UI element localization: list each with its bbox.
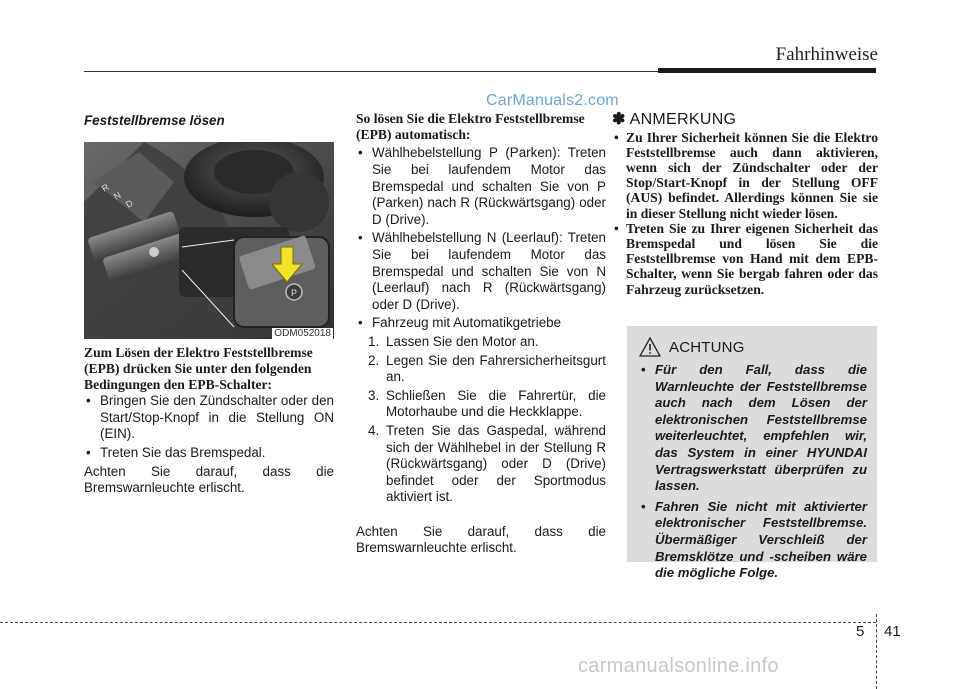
col1-bullet-2: • Treten Sie das Bremspedal. (84, 445, 334, 462)
col2-closing: Achten Sie darauf, dass die Bremswarnleuchte erlischt. (356, 523, 606, 556)
step-number: 2. (368, 352, 380, 368)
col1-closing: Achten Sie darauf, dass die Bremswarnleuchte erlischt. (84, 463, 334, 496)
col2-intro: So lösen Sie die Elektro Feststellbremse (EPB) automatisch: (356, 111, 585, 143)
note-bullet-2: • Treten Sie zu Ihrer eigenen Sicherheit das Bremspedal und lösen Sie die Feststellbremse von Hand mit dem EPB-Schalter, wenn Sie bergab fahren oder das Fahrzeug zurücksetzen. (612, 221, 878, 297)
note-title-text: ANMERKUNG (629, 111, 737, 128)
epb-switch-illustration (84, 142, 334, 339)
caution-bullet-2: • Fahren Sie nicht mit aktivierter elektronischer Feststellbremse. Übermäßiger Verschleiß der Bremsklötze und -scheiben wäre die mögliche Folge. (637, 499, 867, 582)
step-text: Lassen Sie den Motor an. (386, 333, 539, 349)
col2-bullet-1: • Wählhebelstellung P (Parken): Treten Sie bei laufendem Motor das Bremspedal und schalten Sie von P (Parken) nach R (Rückwärtsgang) oder D (Drive). (356, 145, 606, 228)
column-left (84, 110, 334, 497)
caution-title: ACHTUNG (669, 338, 745, 356)
epb-switch-photo (84, 142, 334, 339)
step-text: Schließen Sie die Fahrertür, die Motorhaube und die Heckklappe. (386, 387, 606, 420)
watermark-link-bottom[interactable]: carmanualsonline.info (578, 655, 779, 677)
caution-bullet-1: • Für den Fall, dass die Warnleuchte der Feststellbremse auch nach dem Lösen der elektronischen Feststellbremse weiterleuchtet, empfehlen wir, das System in einer HYUNDAI Vertragswerkstatt überprüfen zu lassen. (637, 362, 867, 495)
step-number: 3. (368, 387, 380, 403)
step-item-3 (356, 388, 606, 421)
page-number: 41 (884, 623, 901, 640)
note-title (612, 112, 878, 129)
svg-text:P: P (291, 287, 298, 298)
footer-dashed-rule (0, 622, 876, 623)
footer-vertical-rule (876, 614, 877, 689)
col2-bullet-3: • Fahrzeug mit Automatikgetriebe (356, 315, 606, 332)
column-right (612, 110, 878, 297)
note-star-icon: ✽ (612, 111, 626, 128)
step-item-1 (356, 334, 606, 351)
col2-bullet-2: • Wählhebelstellung N (Leerlauf): Treten Sie bei laufendem Motor das Bremspedal und schalten Sie von N (Leerlauf) nach R (Rückwärtsgang) oder D (Drive). (356, 230, 606, 313)
col1-intro: Zum Lösen der Elektro Feststellbremse (EPB) drücken Sie unter den folgenden Bedingungen den EPB-Schalter: (84, 344, 313, 392)
caution-box (627, 326, 877, 581)
header-title: Fahrhinweise (775, 44, 878, 65)
section-title: Feststellbremse lösen (84, 113, 225, 128)
caution-header (637, 336, 867, 358)
col1-bullet-1: • Bringen Sie den Zündschalter oder den Start/Stop-Knopf in die Stellung ON (EIN). (84, 393, 334, 443)
step-text: Treten Sie das Gaspedal, während sich der Wählhebel in der Stellung R (Rückwärtsgang) oder D (Drive) befindet oder der Sportmodus aktiviert ist. (386, 422, 606, 505)
gear-letter-d: D (124, 197, 135, 210)
photo-caption: ODM052018 (274, 327, 331, 339)
warning-triangle-icon (639, 337, 661, 357)
watermark-link-top[interactable]: CarManuals2.com (486, 92, 619, 109)
gear-letter-r: R (100, 181, 111, 194)
step-text: Legen Sie den Fahrersicherheitsgurt an. (386, 352, 606, 385)
step-number: 4. (368, 422, 380, 438)
step-number: 1. (368, 333, 380, 349)
page-chapter: 5 (856, 623, 865, 640)
header-rule-thin (84, 71, 658, 72)
column-middle (356, 110, 606, 557)
step-item-4 (356, 423, 606, 506)
header-rule-thick (658, 68, 876, 73)
step-item-2 (356, 353, 606, 386)
gear-letter-n: N (112, 189, 123, 202)
note-bullet-1: • Zu Ihrer Sicherheit können Sie die Elektro Feststellbremse auch dann aktivieren, wenn sich der Zündschalter oder der Stop/Start-Knopf in der Stellung OFF (AUS) befindet. Allerdings können Sie sie in dieser Stellung nicht wieder lösen. (612, 130, 878, 221)
